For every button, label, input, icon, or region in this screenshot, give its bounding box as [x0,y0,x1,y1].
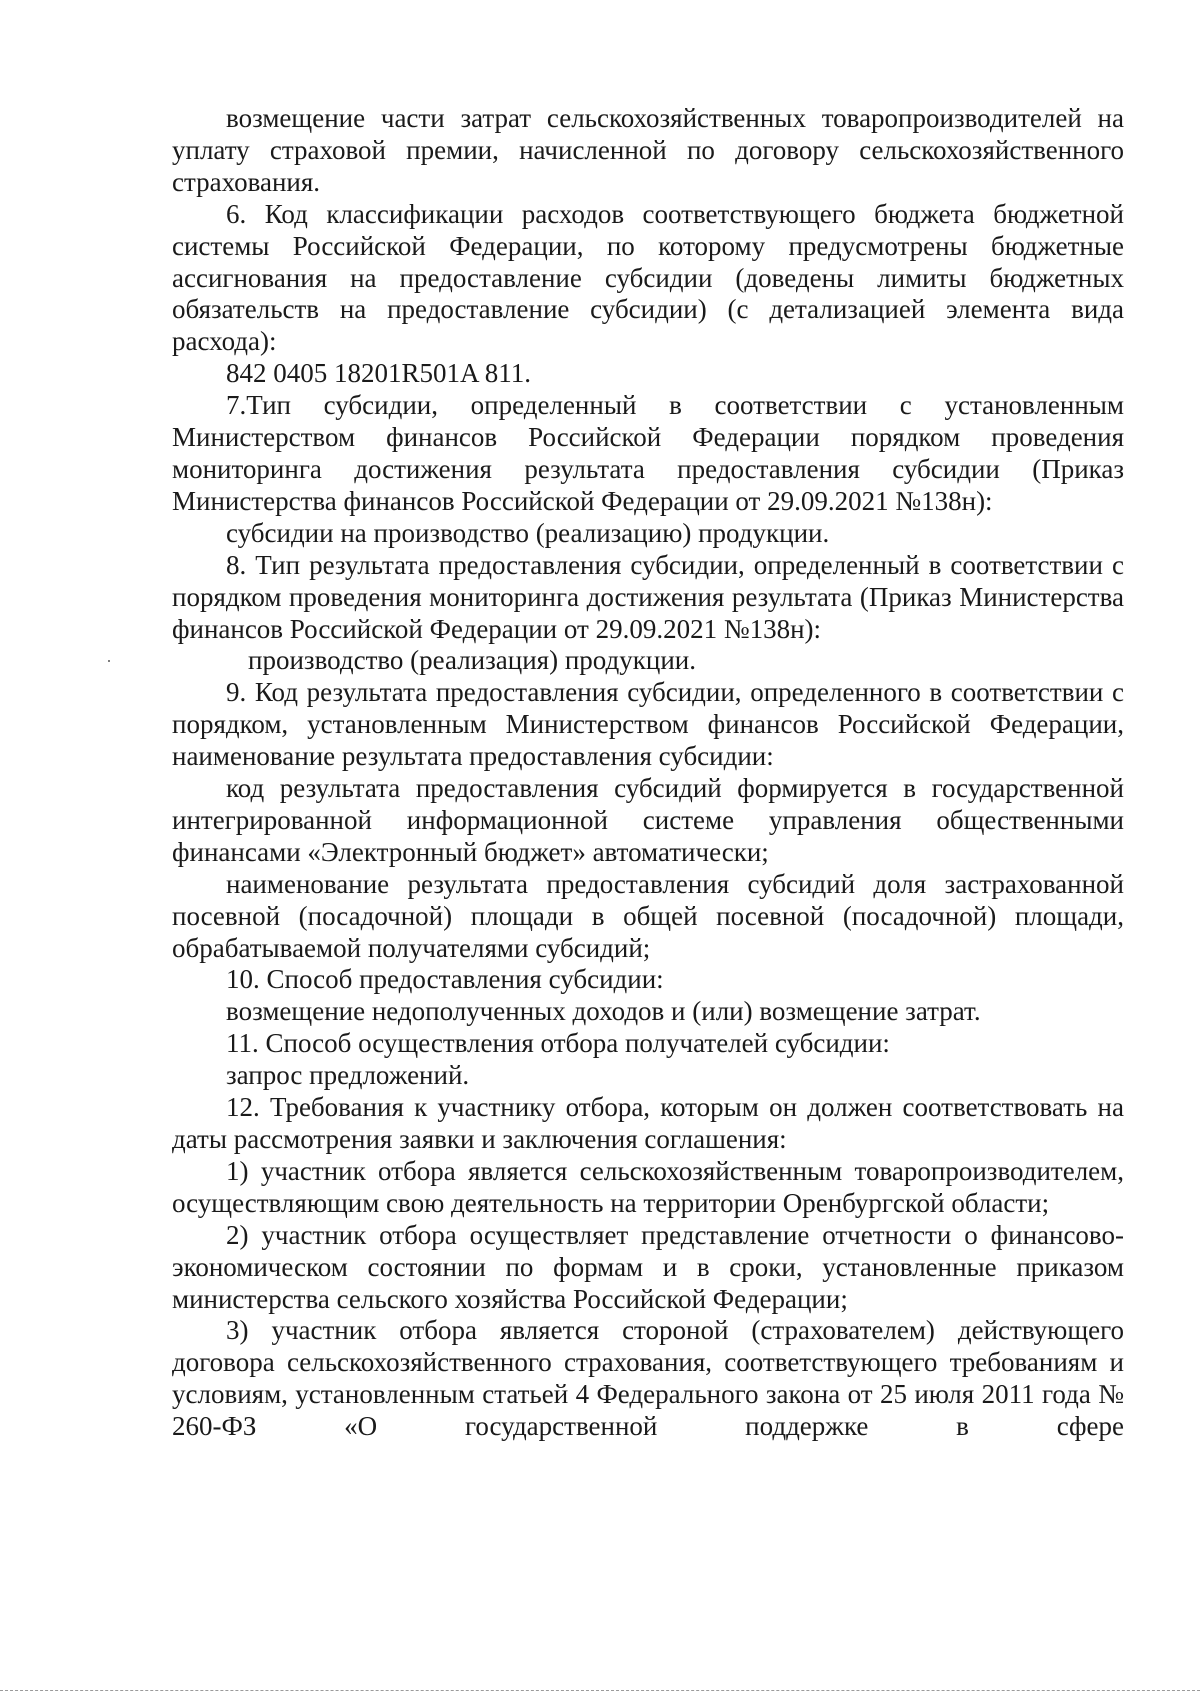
scan-speck [108,660,110,662]
document-body [172,103,1124,1443]
requirement-1: 1) участник отбора является сельскохозяйственным товаропроизводителем, осуществляющим свою деятельность на территории Оренбургской области; [172,1155,1124,1218]
paragraph-9-name: наименование результата предоставления субсидий доля застрахованной посевной (посадочной) площади в общей посевной (посадочной) площади, обрабатываемой получателями субсидий; [172,868,1124,963]
paragraph-8-value: производство (реализация) продукции. [248,645,696,676]
budget-code: 842 0405 18201R501A 811. [226,358,532,389]
paragraph-6: 6. Код классификации расходов соответствующего бюджета бюджетной системы Российской Федерации, по которому предусмотрены бюджетные ассигнования на предоставление субсидии (доведены лимиты бюджетных обязательств на предоставление субсидии) (с детализацией элемента вида расхода): [172,198,1124,357]
paragraph-8: 8. Тип результата предоставления субсидии, определенный в соответствии с порядком проведения мониторинга достижения результата (Приказ Министерства финансов Российской Федерации от 29.09.2021 №138н): [172,549,1124,644]
paragraph-7: 7.Тип субсидии, определенный в соответствии с установленным Министерством финансов Российской Федерации порядком проведения мониторинга достижения результата предоставления субсидии (Приказ Министерства финансов Российской Федерации от 29.09.2021 №138н): [172,390,1124,516]
paragraph-10-value: возмещение недополученных доходов и (или) возмещение затрат. [226,996,981,1027]
paragraph-11: 11. Способ осуществления отбора получателей субсидии: [226,1028,890,1059]
paragraph-12: 12. Требования к участнику отбора, которым он должен соответствовать на даты рассмотрения заявки и заключения соглашения: [172,1092,1124,1154]
paragraph-9: 9. Код результата предоставления субсидии, определенного в соответствии с порядком, установленным Министерством финансов Российской Федерации, наименование результата предоставления субсидии: [172,677,1124,772]
requirement-2: 2) участник отбора осуществляет представление отчетности о финансово-экономическом состоянии по формам и в сроки, установленные приказом министерства сельского хозяйства Российской Федерации; [172,1219,1124,1314]
paragraph-11-value: запрос предложений. [226,1060,470,1091]
requirement-3: 3) участник отбора является стороной (страхователем) действующего договора сельскохозяйственного страхования, соответствующего требованиям и условиям, установленным статьей 4 Федерального закона от 25 июля 2011 года № 260-ФЗ «О государственной поддержке в сфере [172,1315,1124,1442]
paragraph-7-value: субсидии на производство (реализацию) продукции. [226,517,830,548]
paragraph-10: 10. Способ предоставления субсидии: [226,964,664,995]
scan-edge-line [0,1690,1200,1691]
paragraph-intro: возмещение части затрат сельскохозяйственных товаропроизводителей на уплату страховой премии, начисленной по договору сельскохозяйственного страхования. [172,103,1124,197]
paragraph-9-code: код результата предоставления субсидий формируется в государственной интегрированной информационной системе управления общественными финансами «Электронный бюджет» автоматически; [172,773,1124,867]
